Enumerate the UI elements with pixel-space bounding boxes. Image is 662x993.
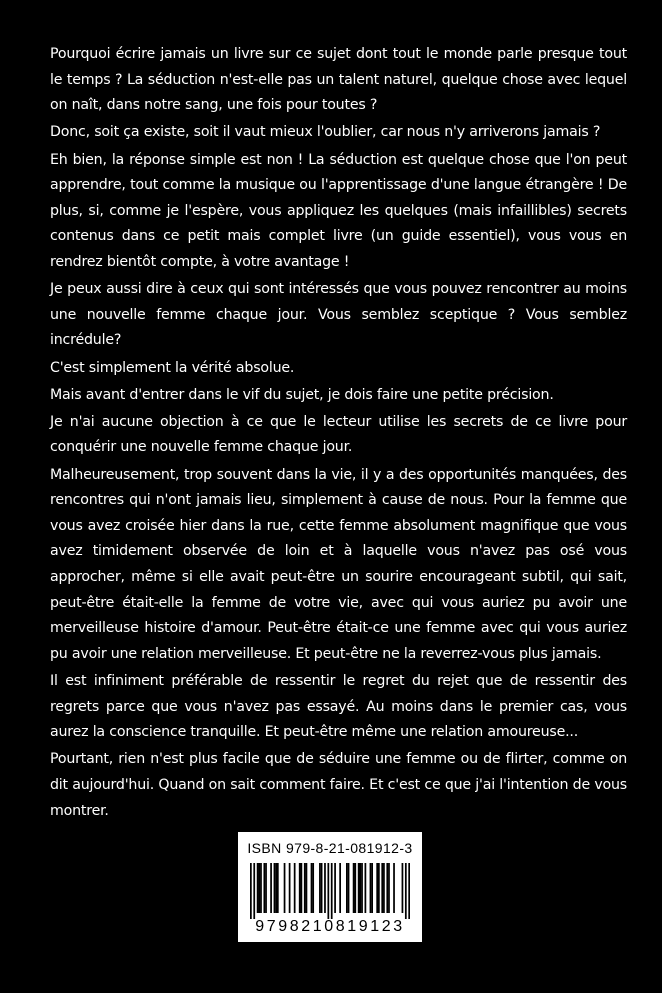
barcode-bar [376, 863, 378, 913]
barcode-bar [370, 863, 372, 913]
paragraph-3: Eh bien, la réponse simple est non ! La séduction est quelque chose que l'on peut apprendre, tout comme la musique ou l'apprentissage d'une langue étrangère ! De plus, si, comme je l'espère, vous appliquez les quelques (mais infaillibles) secrets contenus dans ce petit mais complet livre (un guide essentiel), vous vous en rendrez bientôt compte, à votre avantage ! [50, 151, 627, 270]
barcode-bar [274, 863, 276, 913]
barcode-bar [312, 863, 314, 913]
paragraph-6: Mais avant d'entrer dans le vif du sujet, je dois faire une petite précision. [50, 386, 554, 403]
paragraph-5: C'est simplement la vérité absolue. [50, 359, 295, 376]
barcode-bar [386, 863, 388, 913]
paragraph-10: Pourtant, rien n'est plus facile que de séduire une femme ou de flirter, comme on dit aujourd'hui. Quand on sait comment faire. Et c'est ce que j'ai l'intention de vous montrer. [50, 751, 627, 819]
barcode-bar [319, 863, 321, 913]
barcode-bar [324, 863, 326, 913]
barcode-bar [365, 863, 367, 913]
barcode-bar [348, 863, 350, 913]
barcode-bar [353, 863, 355, 913]
barcode-bar [284, 863, 286, 913]
barcode-bar [354, 863, 356, 913]
paragraph-8: Malheureusement, trop souvent dans la vie, il y a des opportunités manquées, des rencontres qui n'ont jamais lieu, simplement à cause de nous. Pour la femme que vous avez croisée hier dans la rue, cette femme absolument magnifique que vous avez timidement observée de loin et à laquelle vous n'avez pas osé vous approcher, même si elle avait peut-être un sourire encourageant subtil, qui sait, peut-être était-elle la femme de votre vie, avec qui vous auriez pu avoir une merveilleuse histoire d'amour. Peut-être était-ce une femme avec qui vous auriez pu avoir une relation merveilleuse. Et peut-être ne la reverrez-vous plus jamais. [50, 466, 627, 662]
barcode-bar [260, 863, 262, 913]
paragraph-9: Il est infiniment préférable de ressentir le regret du rejet que de ressentir des regrets parce que vous n'avez pas essayé. Au moins dans le premier cas, vous aurez la conscience tranquille. Et peut-être même une relation amoureuse... [50, 673, 627, 741]
barcode-bar [257, 863, 259, 913]
barcode-bar [402, 863, 404, 913]
barcode-bar [270, 863, 272, 913]
isbn-label: ISBN 979-8-21-081912-3 [247, 840, 413, 856]
barcode-bar [361, 863, 363, 913]
barcode-bar [263, 863, 265, 913]
barcode-bar [383, 863, 385, 913]
barcode-bar [405, 863, 407, 919]
barcode-bar [301, 863, 303, 913]
barcode-bar [378, 863, 380, 913]
barcode-bar [265, 863, 267, 913]
barcode-bar [408, 863, 410, 919]
barcode-bar [331, 863, 333, 919]
barcode-bar [294, 863, 296, 913]
barcode-bar [250, 863, 252, 919]
barcode-bar [327, 863, 329, 919]
barcode-bar [393, 863, 395, 913]
paragraph-7: Je n'ai aucune objection à ce que le lecteur utilise les secrets de ce livre pour conquérir une nouvelle femme chaque jour. [50, 413, 627, 456]
ean-digits: 9798210819123 [255, 918, 405, 935]
barcode-bar [339, 863, 341, 913]
barcode-bar [381, 863, 383, 913]
barcode-bar [388, 863, 390, 913]
barcode-bar [311, 863, 313, 913]
barcode-bar [304, 863, 306, 913]
barcode-bars [250, 863, 410, 919]
barcode-bar [253, 863, 255, 919]
barcode-bar [359, 863, 361, 913]
paragraph-2: Donc, soit ça existe, soit il vaut mieux l'oublier, car nous n'y arriverons jamais ? [50, 124, 601, 141]
blurb-text [50, 42, 627, 826]
paragraph-4: Je peux aussi dire à ceux qui sont intéressés que vous pouvez rencontrer au moins une nouvelle femme chaque jour. Vous semblez sceptique ? Vous semblez incrédule? [50, 281, 627, 349]
barcode-bar [346, 863, 348, 913]
barcode-bar [275, 863, 277, 913]
barcode-bar [258, 863, 260, 913]
barcode-bar [321, 863, 323, 913]
barcode-bar [277, 863, 279, 913]
barcode-bar [371, 863, 373, 913]
barcode-bar [289, 863, 291, 913]
barcode-bar [358, 863, 360, 913]
barcode-bar [299, 863, 301, 913]
isbn-barcode [238, 832, 422, 942]
barcode-bar [334, 863, 336, 913]
paragraph-1: Pourquoi écrire jamais un livre sur ce sujet dont tout le monde parle presque tout le temps ? La séduction n'est-elle pas un talent naturel, quelque chose avec lequel on naît, dans notre sang, une fois pour toutes ? [50, 46, 627, 114]
barcode-bar [306, 863, 308, 913]
